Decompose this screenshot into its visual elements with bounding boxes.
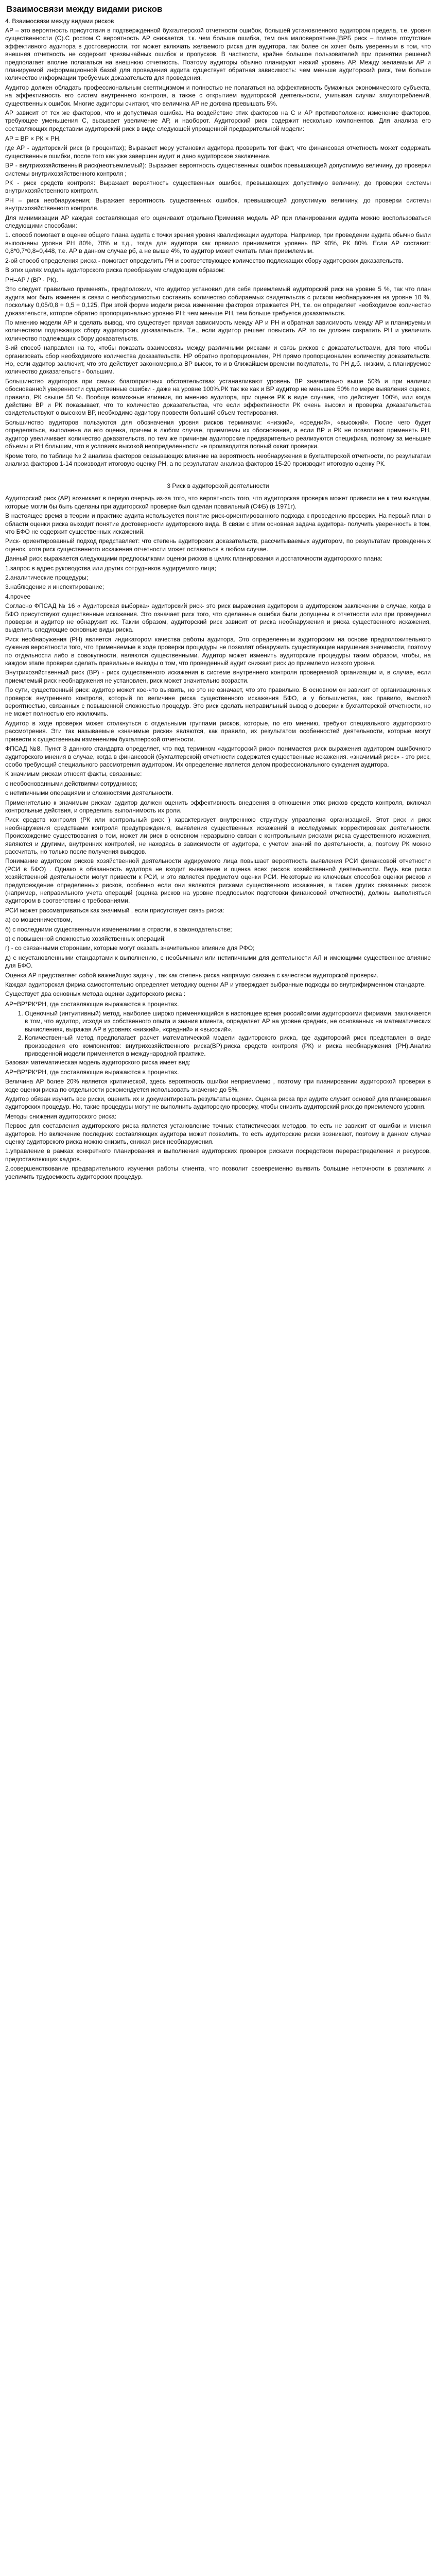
paragraph: Это следует правильно применять, предположим, что аудитор установил для себя приемлемый аудиторский риск на уровне 5 %, так что план аудита мог быть изменен в связи с необходимостью составить количество собираемых свидетельств с риском необнаружения на уровне 10 %, поскольку 0,05/0,8 ÷ 0,5 ÷ 0,125, При этой форме модели риска изменение факторов отражается РН, т.е. он определяет необходимое количество доказательств, которое обратно пропорционально уровню РН: чем меньше РН, тем больше требуется доказательств. [5, 285, 431, 317]
paragraph: 1. способ помогает в оценке общего плана аудита с точки зрения уровня квалификации аудитора. Например, при проведении аудита обычно были выполнены уровни РН 80%, 70% и т.д., тогда для аудитора как правило принимается уровень ВР 90%, РК 80%. Если АР составит: 0,8*0,7*0,8=0,448, т.е. АР в данном случае рб, а не выше 4%, то аудитор может считать план приемлемым. [5, 231, 431, 255]
paragraph: К значимым рискам относят факты, связанные: [5, 770, 142, 778]
list-item: 2. Количественный метод предполагает расчет математической модели аудиторского риска, где аудиторский риск представлен в виде произведения его компонентов: внутрихозяйственного риска(ВР),риска средств контроля (РК) и риска необнаружения (РН).Анализ приведенной модели применяется в международной практике. [25, 1034, 431, 1058]
paragraph: АР – это вероятность присутствия в подтвержденной бухгалтерской отчетности ошибок, большей установленного аудитором предела, т.е. уровня существенности (С).С ростом С вероятность АР снижается, т.к. чем больше ошибка, тем она маловероятнее.[ВРБ риск – полное отсутствие эффективного аудитора в достоверности, тот может включать желаемого риска для аудитора, так более он хочет быть уверенным в том, что внешняя отчетность не содержит чрезвычайных ошибок и пропусков. В частности, крайне большое пользователей при принятии решений предполагает вполне полагаться на внешнюю отчетность. Поэтому аудиторы обычно планируют низкий уровень АР. Между желаемым АР и планируемой информационной базой для проведения аудита существует обратная зависимость: чем меньше аудиторский риск, тем больше количество информации требуемых доказательств для проведения. [5, 27, 431, 82]
section-3-body-end [5, 1059, 431, 1181]
paragraph: д) с неустановленными стандартами к выполнению, с необычными или нетипичными для деятельности АЛ и имеющими существенное влияние для БФО. [5, 954, 431, 970]
paragraph: Величина АР более 20% является критической, здесь вероятность ошибки неприемлемо , поэтому при планировании аудиторской проверки в ходе оценки риска по отдельности рекомендуется использовать значение до 5%. [5, 1078, 431, 1093]
paragraph: По сути, существенный риск: аудитор может кое-что выявить, но это не означает, что это правильно. В основном он зависит от организационных проверок внутреннего контроля, который по величине риска существенного искажения БФО, а у большинства, как правило, высокой вероятностью, связанных с повышенной сложностью процедур. Это риск сделать неправильный вывод о доверии к бухгалтерской отчетности, но не может полностью его исключить. [5, 686, 431, 718]
paragraph: в) с повышенной сложностью хозяйственных операций; [5, 935, 166, 943]
paragraph: Каждая аудиторская фирма самостоятельно определяет методику оценки АР и утверждает выбранные подходы во внутрифирменном стандарте. [5, 981, 426, 989]
paragraph: По мнению модели АР и сделать вывод, что существует прямая зависимость между АР и РН и обратная зависимость между АР и планируемым количеством подлежащих сбору аудиторских доказательств. Т.е., если аудитор решает повысить АР, то он должен сократить РН и увеличить количество подлежащих сбору доказательств. [5, 319, 431, 342]
paragraph: РН – риск необнаружения; Выражает вероятность существенных ошибок, превышающей допустимую величину, до проверки системы внутрихозяйственного контроля. [5, 196, 431, 212]
paragraph: г) - со связанными сторонами, которые могут оказать значительное влияние для РФО; [5, 944, 255, 952]
paragraph: 4.прочее [5, 592, 31, 600]
paragraph: Аудиторский риск (АР) возникает в первую очередь из-за того, что вероятность того, что аудиторская проверка может привести не к тем выводам, которые могли бы быть сделаны при аудиторской проверке был сделан правильный (СФБ) (в 1971г). [5, 495, 431, 510]
paragraph: Первое для составления аудиторского риска является установление точных статистических методов, то есть не зависит от ошибки и мнения аудиторов. Но включение последних составляющих аудитора может позволить, то есть аудиторские риски возникают, поэтому в данном случае оценку аудиторского риска можно снизить, снижая риск необнаружения. [5, 1122, 431, 1145]
paragraph: Оценка АР представляет собой важнейшую задачу , так как степень риска напрямую связана с качеством аудиторской проверки. [5, 971, 379, 979]
paragraph: ФПСАД №8. Пункт 3 данного стандарта определяет, что под термином «аудиторский риск» понимается риск выражения аудитором ошибочного аудиторского мнения в случае, когда в финансовой (бухгалтерской) отчетности содержатся существенные искажения. «значимый риск» - это риск, особо требующий специального рассмотрения аудитором. Их определение является делом профессионального суждения аудитора. [5, 745, 431, 768]
paragraph: Существует два основных метода оценки аудиторского риска : [5, 990, 186, 998]
paragraph: б) с последними существенными изменениями в отрасли, в законодательстве; [5, 925, 232, 933]
paragraph: РК - риск средств контроля: Выражает вероятность существенных ошибок, превышающих допустимую величину, до проверки системы внутрихозяйственного контроля. [5, 179, 431, 195]
section-3-heading: 3 Риск в аудиторской деятельности [167, 482, 269, 490]
section-4-body-continued [5, 144, 431, 274]
paragraph: Применительно к значимым рискам аудитор должен оценить эффективность внедрения в отношении этих рисков средств контроля, включая контрольные действия, и определить выполнимость их роли. [5, 799, 431, 814]
formula-detection-risk: РН=АР / (ВР · РК). [5, 276, 58, 284]
paragraph: 1.запрос в адрес руководства или других сотрудников аудируемого лица; [5, 564, 216, 572]
paragraph: где АР - аудиторский риск (в процентах); Выражает меру установки аудитора проверить тот факт, что финансовая отчетность может содержать существенные ошибки, после того как уже завершен аудит и дано аудиторское заключение. [5, 144, 431, 160]
paragraph: 2-ой способ определения риска - помогает определить РН и соответствующее количество подлежащих сбору аудиторских доказательств. [5, 257, 404, 264]
paragraph: 2.аналитические процедуры; [5, 573, 89, 581]
paragraph: 3-ий способ направлен на то, чтобы показать взаимосвязь между различными рисками и связь рисков с доказательствами, для того чтобы организовать сбор необходимого количества доказательств. НР обратно пропорционален, РН прямо пропорционален количеству доказательств. Но, если аудитор заключит, что это действует закономерно,а ВР высок, то и в ближайшем времени покупатель, то РН д.б. низким, а планируемое количество доказательств - большим. [5, 344, 431, 376]
paragraph: Аудитор в ходе проверки может столкнуться с отдельными группами рисков, которые, по его мнению, требуют специального аудиторского рассмотрения. Эти так называемые «значимые риски» являются, как правило, их результатом особенностей деятельности, которые могут привести к существенным изменениям бухгалтерской отчетности. [5, 719, 431, 743]
list-item: 1. Оценочный (интуитивный) метод, наиболее широко применяющийся в настоящее время российскими аудиторскими фирмами, заключается в том, что аудитор, исходя из собственного опыта и знания клиента, определяет АР на уровне средних, не основанных на математических вычислениях, выражая АР в уровнях «низкий», «средний» и «высокий». [25, 1010, 431, 1033]
formula-audit-risk: АР = ВР × РК × РН. [5, 135, 61, 143]
paragraph: 2.совершенствование предварительного изучения работы клиента, что позволит своевременно выявить большие неточности в различиях и увеличить трудоемкость аудиторских процедур. [5, 1165, 431, 1180]
page-title: Взаимосвязи между видами рисков [6, 4, 163, 14]
paragraph: с необоснованными действиями сотрудников; [5, 779, 138, 787]
paragraph: Внутрихозяйственный риск (ВР) - риск существенного искажения в системе внутреннего контроля проверяемой организации и, в случае, если приемлемый риск необнаружения не установлен, риск может значительно возрасти. [5, 669, 431, 684]
paragraph: Для минимизации АР каждая составляющая его оценивают отдельно.Применяя модель АР при планировании аудита можно воспользоваться следующими способами: [5, 214, 431, 229]
paragraph: 1.управление в рамках конкретного планирования и выполнения аудиторских проверок рисками посредством перераспределения и ресурсов, предоставляющих кадров. [5, 1147, 431, 1163]
paragraph: а) со мошенничеством, [5, 916, 73, 924]
paragraph: В настоящее время в теории и практике аудита используется понятие риск-ориентированного подхода к проведению проверки. На первый план в области оценки риска выходит понятие достоверности аудиторского вида. В связи с этим основная задача аудитора- получить уверенность в том, что БФО не содержит существенных искажений. [5, 512, 431, 535]
paragraph: Большинство аудиторов пользуются для обозначения уровня рисков терминами: «низкий», «средний», «высокий». После чего будет определяться, выполнена ли его оценка, причем в любом случае, приемлемы их обоснования, а если ВР и РК не позволяют применять РН, аудитор увеличивает количество доказательств, по тем же причинам аудиторские предварительно реализуются специфика, поэтому за меньшие объемы и РН большим, что в условиях высокой неопределенности не производится полный охват проверки. [5, 418, 431, 450]
paragraph: с нетипичными операциями и сложностями деятельности. [5, 789, 173, 797]
methods-list [5, 1010, 431, 1058]
section-4-body [5, 27, 431, 133]
paragraph: РСИ может рассматриваться как значимый , если присутствует связь риска: [5, 906, 224, 914]
paragraph: Базовая математическая модель аудиторского риска имеет вид: [5, 1059, 191, 1066]
paragraph: Аудитор должен обладать профессиональным скептицизмом и полностью не полагаться на эффективность бумажных экономического субъекта, на эффективность его систем внутреннего контроля, а также с открытием аудиторской деятельности, учитывая случаи злоупотреблений, существенных ошибок. Многие аудиторы считают, что величина АР не должна превышать 5%. [5, 83, 431, 107]
paragraph: ВР - внутрихозяйственный риск(неотъемлемый): Выражает вероятность существенных ошибок превышающей допустимую величину, до проверки системы внутрихозяйственного контроля ; [5, 162, 431, 177]
paragraph: Риск средств контроля (РК или контрольный риск ) характеризует внутреннюю структуру управления организацией. Этот риск и риск необнаружения средствами контроля предупреждения, выявления существенных искажений в исследуемых корректировках деятельности. Происхождение существования о том, может ли риск в основном неразрывно связан с контрольными рисками риска существенного искажения, являются и другими, внутренних контролей, не находясь в зависимости от аудитора, с учетом знаний по деятельности, а, поэтому РК можно рассчитать, но только после получения выводов. [5, 816, 431, 855]
paragraph: Методы снижения аудиторского риска: [5, 1112, 116, 1120]
paragraph: АР=ВР*РК*РН, где составляющие выражаются в процентах. [5, 1068, 179, 1076]
section-heading: 4. Взаимосвязи между видами рисков [5, 18, 114, 25]
paragraph: Понимание аудитором рисков хозяйственной деятельности аудируемого лица повышает вероятность выявления РСИ финансовой отчетности (РСИ в БФО) . Однако в обязанность аудитора не входит выявление и оценка всех рисков хозяйственной деятельности. Ведь все риски хозяйственной деятельности могут привести к РСИ, и это является предметом оценки РСИ. Некоторые из ключевых способов оценки рисков и предупреждение определенных рисков, особенно если они являются рисками существенного искажения, а также других связанных рисков (например, неправильного учета операций (оценка рисков на уровне предпосылок подготовки финансовой отчетности), должны выполняться аудитором в соответствии с требованиями. [5, 857, 431, 905]
paragraph: Аудитор обязан изучить все риски, оценить их и документировать результаты оценки. Оценка риска при аудите служит основой для планирования аудиторских процедур. Но, такие процедуры могут не выполнить аудиторскую проверку, чтобы снизить аудиторский риск до приемлемого уровня. [5, 1095, 431, 1111]
section-4-body-end [5, 285, 431, 468]
paragraph: В этих целях модель аудиторского риска преобразуем следующим образом: [5, 266, 225, 274]
formula-audit-risk-2: АР=ВР*РК*РН, где составляющие выражаются в процентах. [5, 1000, 179, 1008]
paragraph: Большинство аудиторов при самых благоприятных обстоятельствах устанавливают уровень ВР значительно выше 50% и при наличии обоснованной уверенности существенные ошибки - даже на уровне 100%.РК так же как и ВР аудитор не меньшее 50% по мере выявления оценок, правило, РК свыше 50 %. Вообще возможные влияния, по мнению аудитора, при оценке РК в виде случаев, что действует 100%, или когда действие ВР и РК показывает, что то количество доказательства, что если эффективности РК очень высоки и проверка доказательства свидетельствуют о высоком ВР, необходимо аудитору провести больший объем тестирования. [5, 377, 431, 417]
paragraph: Риск- ориентированный подход представляет: что степень аудиторских доказательств, рассчитываемых аудитором, по результатам проведенных оценок, хотя риск существенного искажения отчетности может оставаться в любом случае. [5, 537, 431, 553]
section-3-body [5, 495, 431, 998]
paragraph: Согласно ФПСАД № 16 « Аудиторская выборка» аудиторский риск- это риск выражения аудитором в аудиторском заключении в случае, когда в БФО присутствуют существенные искажения. Это означает риск того, что сделанные ошибки были допущены в отчетности или при проведении проверки и аудитор не обнаружит их. Таким образом, аудиторский риск зависит от риска необнаружения и риска существенного искажения, выделить следующие основные виды риска. [5, 602, 431, 634]
paragraph: Кроме того, по таблице № 2 анализа факторов оказывающих влияние на вероятность необнаружения в бухгалтерской отчетности, по результатам анализа факторов 1-14 производит итоговую оценку РН, а по результатам анализа факторов 15-20 производит итоговую оценку РК. [5, 452, 431, 467]
paragraph: АР зависит от тех же факторов, что и допустимая ошибка. На воздействие этих факторов на С и АР противоположно: изменение факторов, требующее уменьшения С, вызывает увеличение АР, и наоборот. Аудиторский риск содержит несколько компонентов. Для анализа его составляющих представим аудиторский риск в виде следующей упрощенной предварительной модели: [5, 109, 431, 132]
paragraph: 3.наблюдение и инспектирование; [5, 583, 104, 591]
paragraph: Риск необнаружения (РН) является индикатором качества работы аудитора. Это определенным аудиторским на основе предположительного сужения вероятности того, что применяемые в ходе проверки процедуры не позволят обнаружить существующие нарушения значимости, поэтому по отдельности либо в совокупности, являются существенными. Аудитор может изменить аудиторские процедуры таким образом, чтобы, на каждом этапе проверки сделать правильные выводы о том, что проведенный аудит снижает риск до приемлемо низкого уровня. [5, 635, 431, 667]
paragraph: Данный риск выражается следующими предпосылками оценки рисков в целях планирования и достаточности аудиторского плана: [5, 555, 382, 563]
